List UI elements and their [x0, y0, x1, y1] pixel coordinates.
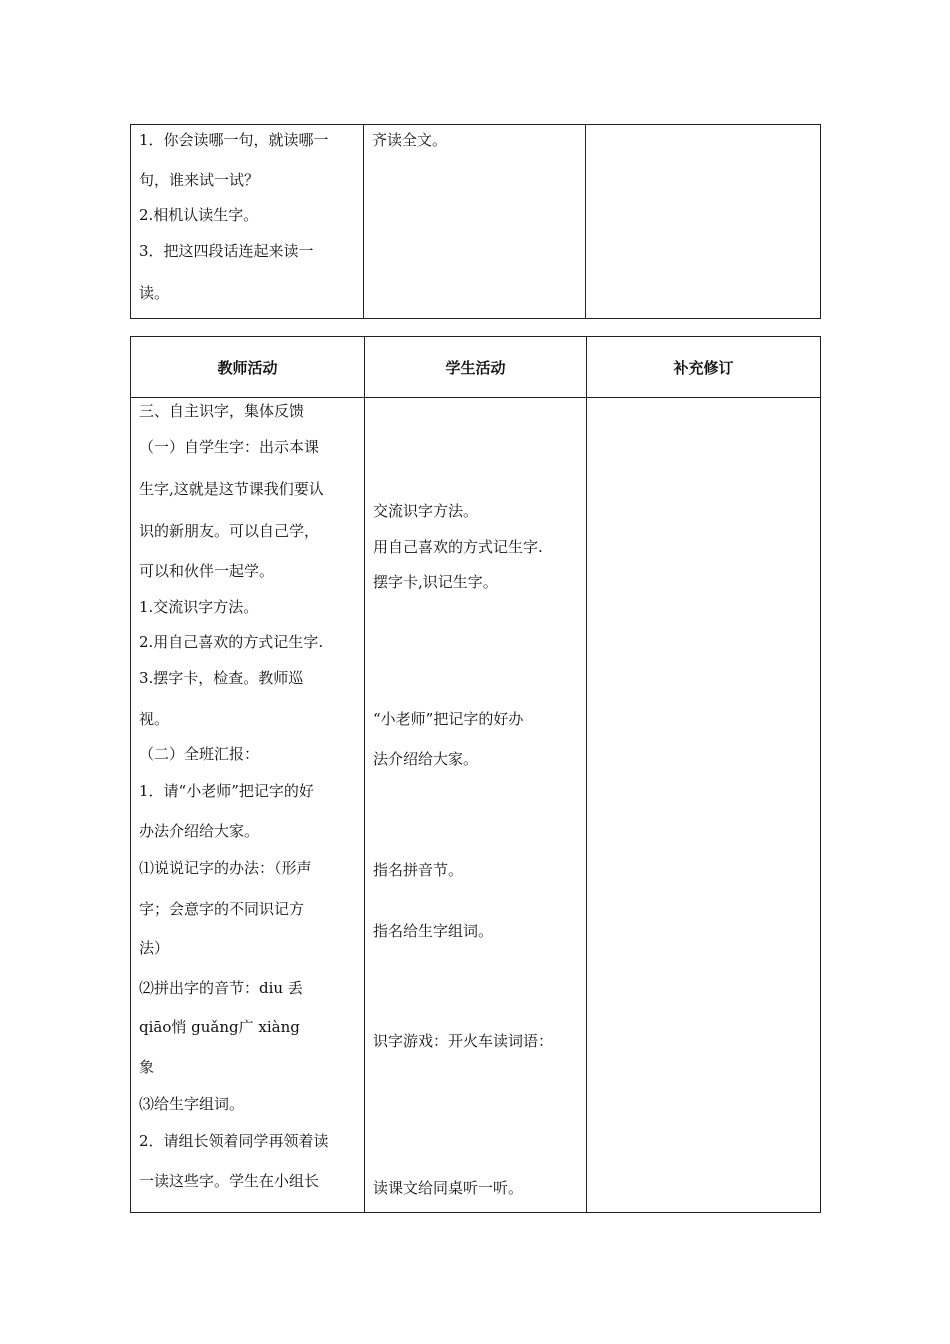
text-line: 三、自主识字，集体反馈 — [139, 402, 305, 420]
text-line: 读课文给同桌听一听。 — [373, 1179, 524, 1197]
student-activity-cell — [364, 125, 586, 319]
text-line: 指名拼音节。 — [373, 861, 464, 879]
header-teacher-activity: 教师活动 — [131, 337, 365, 398]
lesson-table-top — [130, 124, 821, 319]
text-line: 象 — [139, 1058, 155, 1076]
text-line: 2.相机认读生字。 — [139, 206, 259, 224]
text-line: 句，谁来试一试？ — [139, 171, 260, 189]
text-line: （一）自学生字：出示本课 — [139, 438, 320, 456]
text-line: 指名给生字组词。 — [373, 922, 494, 940]
text-line: “小老师”把记字的好办 — [373, 710, 524, 728]
text-line: ⑵拼出字的音节：diu 丢 — [139, 979, 303, 997]
revision-cell — [586, 125, 821, 319]
text-line: 生字,这就是这节课我们要认 — [139, 480, 324, 498]
text-line: 1.交流识字方法。 — [139, 598, 259, 616]
text-line: 识字游戏：开火车读词语： — [373, 1032, 554, 1050]
text-line: 2.用自己喜欢的方式记生字. — [139, 633, 324, 651]
text-line: 读。 — [139, 284, 170, 302]
lesson-table-main — [130, 336, 821, 1213]
text-line: 一读这些字。学生在小组长 — [139, 1172, 320, 1190]
text-line: 办法介绍给大家。 — [139, 822, 260, 840]
teacher-activity-cell — [131, 125, 364, 319]
header-revision: 补充修订 — [587, 337, 821, 398]
text-line: 1．请“小老师”把记字的好 — [139, 782, 314, 800]
text-line: （二）全班汇报： — [139, 745, 260, 763]
text-line: 法介绍给大家。 — [373, 750, 479, 768]
text-line: 3．把这四段话连起来读一 — [139, 242, 314, 260]
revision-cell — [587, 398, 821, 1213]
text-line: 1．你会读哪一句，就读哪一 — [139, 131, 329, 149]
text-line: 法） — [139, 939, 170, 957]
text-line: qiāo悄 guǎng广 xiàng — [139, 1018, 300, 1036]
text-line: 摆字卡,识记生字。 — [373, 573, 498, 591]
text-line: 用自己喜欢的方式记生字. — [373, 538, 543, 556]
teacher-activity-cell — [131, 398, 365, 1213]
text-line: 交流识字方法。 — [373, 502, 479, 520]
header-student-activity: 学生活动 — [365, 337, 587, 398]
text-line: 视。 — [139, 710, 170, 728]
text-line: ⑶给生字组词。 — [139, 1095, 245, 1113]
text-line: ⑴说说记字的办法：（形声 — [139, 859, 312, 877]
text-line: 齐读全文。 — [372, 131, 448, 149]
text-line: 字；会意字的不同识记方 — [139, 900, 305, 918]
text-line: 2．请组长领着同学再领着读 — [139, 1132, 329, 1150]
text-line: 可以和伙伴一起学。 — [139, 562, 275, 580]
text-line: 识的新朋友。可以自己学， — [139, 522, 320, 540]
text-line: 3.摆字卡，检查。教师巡 — [139, 669, 304, 687]
student-activity-cell — [365, 398, 587, 1213]
